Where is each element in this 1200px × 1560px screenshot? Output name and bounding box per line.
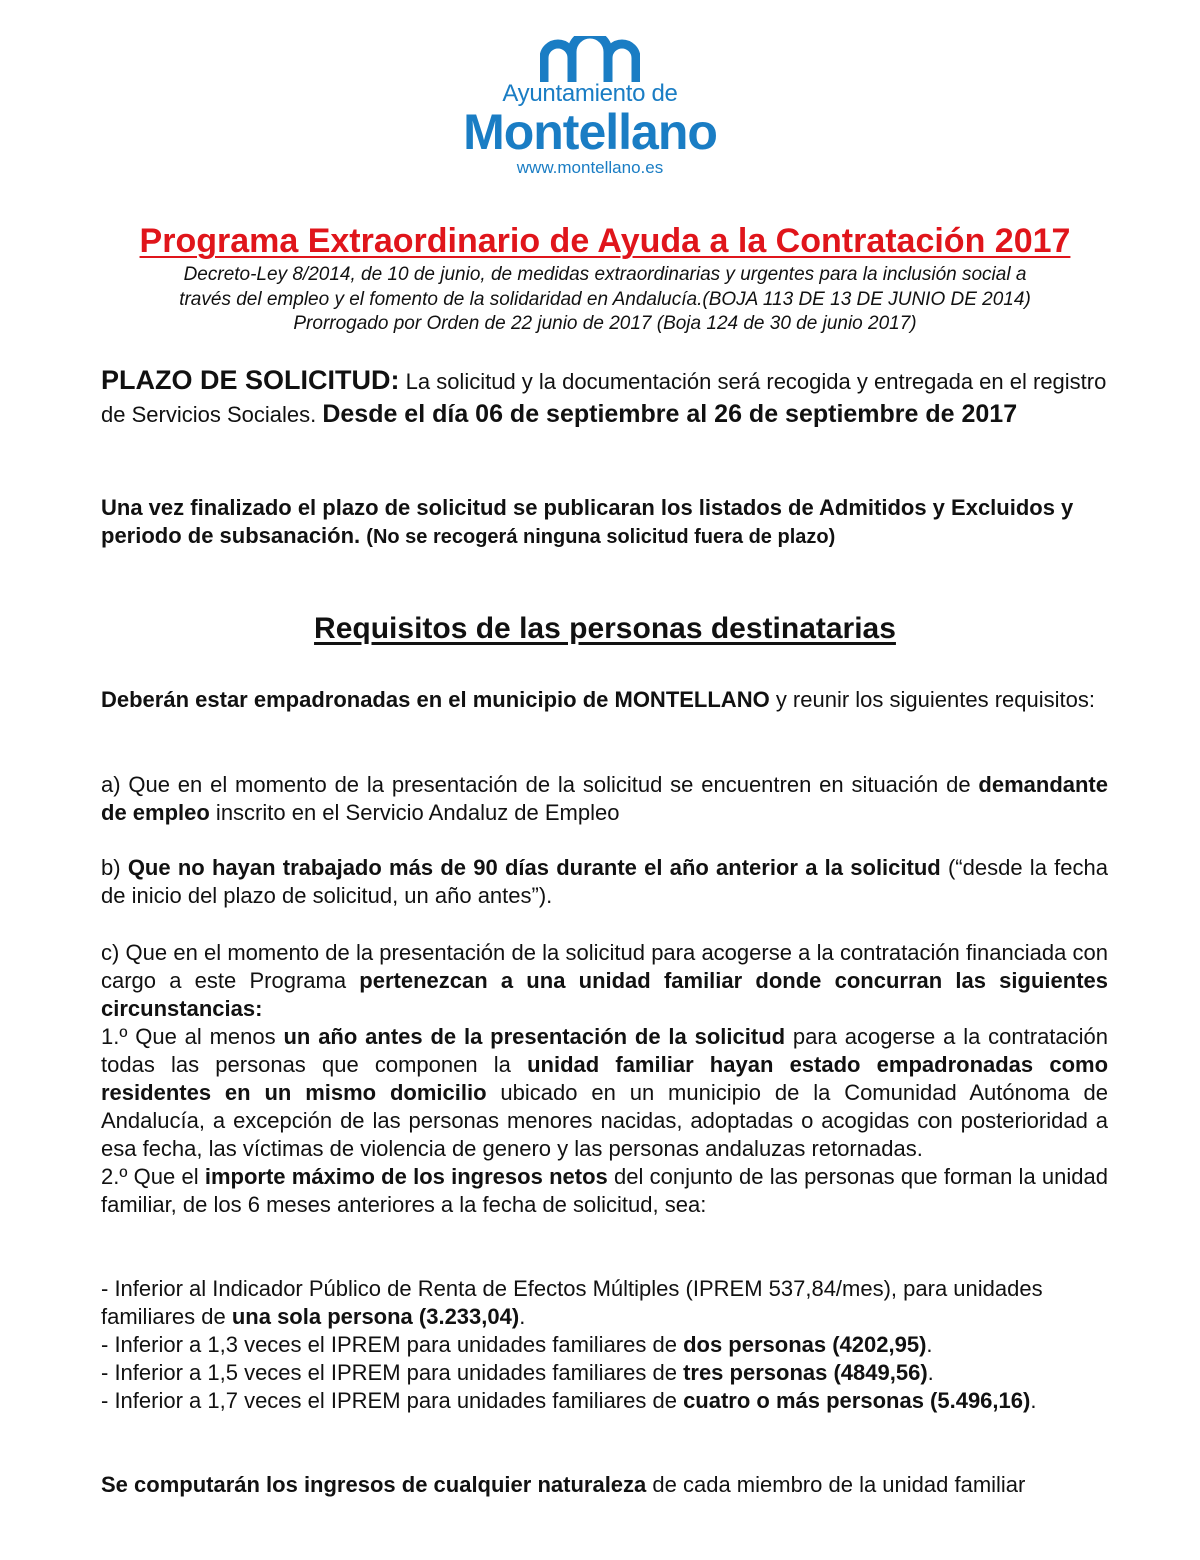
municipality-logo — [440, 36, 740, 196]
requirements-heading: Requisitos de las personas destinatarias — [314, 612, 896, 645]
subtitle-line: Prorrogado por Orden de 22 junio de 2017 (Boja 124 de 30 de junio 2017) — [293, 313, 917, 334]
text: - Inferior a 1,5 veces el IPREM para unidades familiares de — [101, 1360, 684, 1385]
text: 2.º Que el — [101, 1164, 205, 1189]
paragraph — [101, 854, 1108, 910]
bold-text: unidad familiar hayan estado empadronadas como residentes en un mismo domicilio — [101, 1052, 1109, 1105]
bold-text: tres personas (4849,56) — [683, 1360, 928, 1385]
text: a) Que en el momento de la presentación de la solicitud se encuentren en situación de — [101, 772, 979, 797]
paragraph — [101, 1275, 1108, 1331]
notice — [101, 494, 1108, 551]
text: . — [926, 1332, 933, 1357]
bold-text: Se computarán los ingresos de cualquier naturaleza — [101, 1472, 647, 1497]
bold-text: importe máximo de los ingresos netos — [204, 1164, 608, 1189]
text: de cada miembro de la unidad familiar — [646, 1472, 1026, 1497]
text: para acogerse a la contratación todas las personas que componen la — [101, 1024, 1109, 1077]
logo-prefix: Ayuntamiento de — [502, 80, 678, 107]
document-title: Programa Extraordinario de Ayuda a la Contratación 2017 — [139, 222, 1071, 260]
bold-text: demandante de empleo — [101, 772, 1108, 825]
bold-text: Que no hayan trabajado más de 90 días durante el año anterior a la solicitud — [127, 855, 941, 880]
paragraph — [101, 1471, 1108, 1499]
text: . — [1030, 1388, 1037, 1413]
application-period — [101, 364, 1108, 431]
text: c) Que en el momento de la presentación de la solicitud para acogerse a la contratación financiada con cargo a este Programa — [101, 940, 1108, 993]
income-limits — [101, 1275, 1108, 1415]
bold-text: cuatro o más personas (5.496,16) — [683, 1388, 1031, 1413]
bold-text: pertenezcan a una unidad familiar donde concurran las siguientes circunstancias: — [101, 968, 1108, 1021]
notice-bold: Una vez finalizado el plazo de solicitud se publicaran los listados de Admitidos y Excluidos y periodo de subsanación. — [101, 495, 1074, 548]
subtitle-line: Decreto-Ley 8/2014, de 10 de junio, de medidas extraordinarias y urgentes para la inclusión social a — [183, 264, 1027, 285]
plazo-dates: Desde el día 06 de septiembre al 26 de septiembre de 2017 — [322, 400, 1018, 428]
text: - Inferior al Indicador Público de Renta de Efectos Múltiples (IPREM 537,84/mes), para unidades familiares de — [101, 1276, 1043, 1329]
paragraph — [101, 1163, 1108, 1219]
bold-text: una sola persona (3.233,04) — [231, 1304, 520, 1329]
logo-url: www.montellano.es — [516, 158, 664, 177]
text: . — [927, 1360, 934, 1385]
paragraph — [101, 1023, 1108, 1163]
paragraph — [101, 771, 1108, 827]
text: ubicado en un municipio de la Comunidad Autónoma de Andalucía, a excepción de las personas menores nacidas, adoptadas o acogidas con posterioridad a esa fecha, las víctimas de violencia de genero y las personas andaluzas retornadas. — [101, 1080, 1108, 1161]
text: - Inferior a 1,3 veces el IPREM para unidades familiares de — [101, 1332, 684, 1357]
text: (“desde la fecha de inicio del plazo de solicitud, un año antes”). — [101, 855, 1108, 908]
text: b) — [101, 855, 128, 880]
arches-icon — [540, 36, 640, 82]
subtitle — [90, 263, 1120, 337]
paragraph — [101, 686, 1108, 714]
requirement-c — [101, 939, 1108, 1219]
paragraph — [101, 1359, 1108, 1387]
paragraph — [101, 1331, 1108, 1359]
text: inscrito en el Servicio Andaluz de Empleo — [209, 800, 620, 825]
plazo-text: La solicitud y la documentación será recogida y entregada en el registro de Servicios Sociales. — [101, 369, 1107, 427]
bold-text: Deberán estar empadronadas en el municipio de MONTELLANO — [101, 687, 770, 712]
paragraph — [101, 1387, 1108, 1415]
text: . — [519, 1304, 526, 1329]
paragraph — [101, 939, 1108, 1023]
text: 1.º Que al menos — [101, 1024, 284, 1049]
text: del conjunto de las personas que forman la unidad familiar, de los 6 meses anteriores a la fecha de solicitud, sea: — [101, 1164, 1108, 1217]
notice-small: (No se recogerá ninguna solicitud fuera de plazo) — [366, 526, 836, 548]
plazo-label: PLAZO DE SOLICITUD: — [101, 365, 400, 395]
subtitle-line: través del empleo y el fomento de la solidaridad en Andalucía.(BOJA 113 DE 13 DE JUNIO DE 2014) — [179, 288, 1031, 310]
text: - Inferior a 1,7 veces el IPREM para unidades familiares de — [101, 1388, 684, 1413]
bold-text: dos personas (4202,95) — [683, 1332, 927, 1357]
text: y reunir los siguientes requisitos: — [769, 687, 1095, 712]
bold-text: un año antes de la presentación de la solicitud — [283, 1024, 786, 1049]
logo-name: Montellano — [463, 104, 717, 160]
